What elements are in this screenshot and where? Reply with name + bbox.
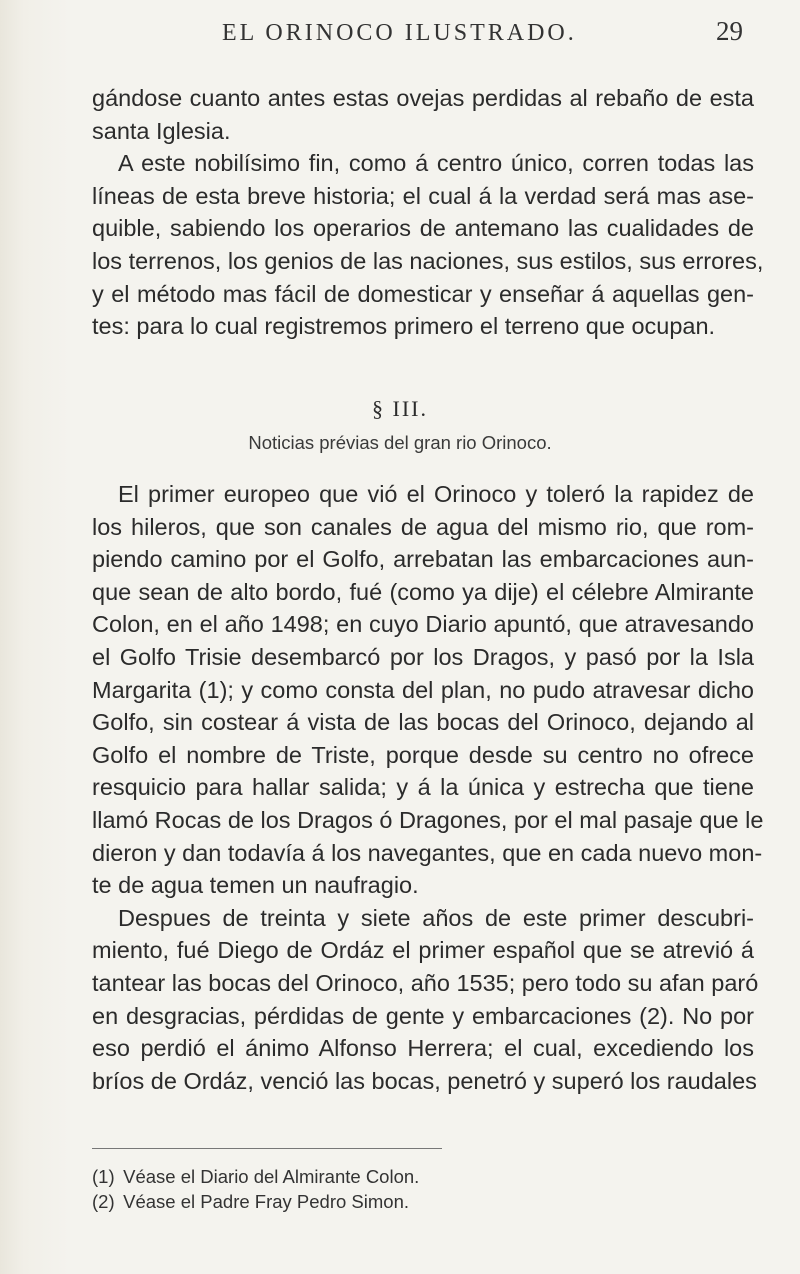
text-line: A este nobilísimo fin, como á centro único, corren todas las <box>118 150 754 177</box>
text-line: resquicio para hallar salida; y á la única y estrecha que tiene <box>92 774 754 801</box>
text-line: Colon, en el año 1498; en cuyo Diario apuntó, que atravesando <box>92 611 754 638</box>
footnote-number: (1) <box>92 1166 115 1187</box>
text-line: tes: para lo cual registremos primero el terreno que ocupan. <box>92 313 716 340</box>
footnote-number: (2) <box>92 1191 115 1212</box>
text-line: miento, fué Diego de Ordáz el primer español que se atrevió á <box>92 937 754 964</box>
text-line: Margarita (1); y como consta del plan, no pudo atravesar dicho <box>92 676 754 703</box>
text-line: Despues de treinta y siete años de este primer descubri- <box>118 904 754 931</box>
text-line: quible, sabiendo los operarios de antemano las cualidades de <box>92 215 754 242</box>
page-number: 29 <box>716 16 743 46</box>
text-line: los terrenos, los genios de las naciones, sus estilos, sus errores, <box>92 247 764 274</box>
text-line: líneas de esta breve historia; el cual á la verdad será mas ase- <box>92 182 754 209</box>
text-line: los hileros, que son canales de agua del mismo rio, que rom- <box>92 513 754 540</box>
text-line: en desgracias, pérdidas de gente y embarcaciones (2). No por <box>92 1002 754 1029</box>
text-line: El primer europeo que vió el Orinoco y toleró la rapidez de <box>118 481 754 507</box>
footnote-1 <box>92 1164 419 1189</box>
text-line: bríos de Ordáz, venció las bocas, penetró y superó los raudales <box>92 1067 757 1094</box>
footnote-divider <box>92 1148 442 1149</box>
section-paragraphs <box>92 478 764 1097</box>
running-title: EL ORINOCO ILUSTRADO. <box>222 20 577 46</box>
text-line: eso perdió el ánimo Alfonso Herrera; el cual, excediendo los <box>92 1035 754 1062</box>
text-line: que sean de alto bordo, fué (como ya dije) el célebre Almirante <box>92 578 754 605</box>
text-line: piendo camino por el Golfo, arrebatan las embarcaciones aun- <box>92 546 754 573</box>
text-line: Golfo el nombre de Triste, porque desde su centro no ofrece <box>92 741 754 768</box>
text-line: Golfo, sin costear á vista de las bocas del Orinoco, dejando al <box>92 709 754 736</box>
intro-paragraphs <box>92 82 764 343</box>
text-line: santa Iglesia. <box>92 117 231 144</box>
text-line: te de agua temen un naufragio. <box>92 872 419 899</box>
text-line: gándose cuanto antes estas ovejas perdidas al rebaño de esta <box>92 85 754 111</box>
footnote-2 <box>92 1189 419 1214</box>
text-line: dieron y dan todavía á los navegantes, que en cada nuevo mon- <box>92 839 763 866</box>
section-heading: § III. <box>372 396 428 421</box>
footnote-text: Véase el Padre Fray Pedro Simon. <box>123 1191 410 1212</box>
text-line: y el método mas fácil de domesticar y enseñar á aquellas gen- <box>92 280 754 307</box>
footnotes <box>92 1164 419 1214</box>
text-line: tantear las bocas del Orinoco, año 1535; pero todo su afan paró <box>92 969 759 996</box>
section-subtitle: Noticias prévias del gran rio Orinoco. <box>248 432 552 453</box>
text-line: llamó Rocas de los Dragos ó Dragones, por el mal pasaje que le <box>92 806 764 833</box>
footnote-text: Véase el Diario del Almirante Colon. <box>123 1166 420 1187</box>
text-line: el Golfo Trisie desembarcó por los Dragos, y pasó por la Isla <box>92 643 754 670</box>
